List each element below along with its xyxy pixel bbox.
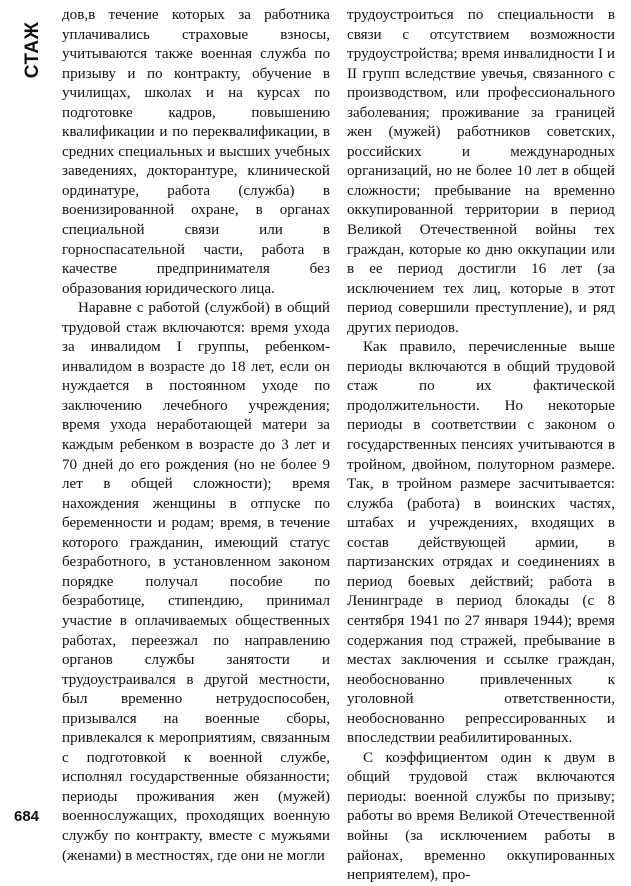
right-paragraph-2: Как правило, перечисленные выше периоды включаются в общий трудовой стаж по их фактической продолжительности. Но некоторые периоды в соответствии с законом о государственных пенсиях учитываются в тройном, двойном, полуторном размере. Так, в тройном размере засчитывается: служба (работа) в воинских частях, штабах и учреждениях, входящих в состав действующей армии, в партизанских отрядах и соединениях в период боевых действий; работа в Ленинграде в период блокады (с 8 сентября 1941 по 27 января 1944); время содержания под стражей, пребывание в местах заключения и ссылке граждан, необоснованно привлеченных к уголовной ответственности, необоснованно репрессированных и впоследствии реабилитированных. (347, 339, 615, 747)
running-head (14, 10, 52, 90)
right-paragraph-3: С коэффициентом один к двум в общий трудовой стаж включаются периоды: военной службы по призыву; работы во время Великой Отечественной войны (за исключением работы в районах, временно оккупированных неприятелем), про- (347, 749, 615, 884)
page-number: 684 (14, 808, 40, 825)
left-paragraph-1: дов,в течение которых за работника уплачивались страховые взносы, учитываются также военная служба по призыву и по контракту, обучение в училищах, школах и на курсах по подготовке кадров, повышению квалификации и по переквалификации, в средних специальных и высших учебных заведениях, докторантуре, клинической ординатуре, работа (служба) в военизированной охране, в органах специальной связи или в горноспасательной части, работа в качестве предпринимателя без образования юридического лица. (62, 7, 330, 297)
running-head-text: СТАЖ (22, 21, 43, 79)
right-column (347, 6, 615, 886)
right-paragraph-1: трудоустроиться по специальности в связи с отсутствием возможности трудоустройства; время инвалидности I и II групп вследствие увечья, связанного с производством, или профессионального заболевания; проживание за границей жен (мужей) работников советских, российских и международных организаций, но не более 10 лет в общей сложности; пребывание на временно оккупированной территории в период Великой Отечественной войны тех граждан, которые ко дню оккупации или в ее период достигли 16 лет (за исключением тех лиц, которые в этот период совершили преступление), и ряд других периодов. (347, 7, 615, 336)
left-column (62, 6, 330, 866)
left-paragraph-2: Наравне с работой (службой) в общий трудовой стаж включаются: время ухода за инвалидом I группы, ребенком-инвалидом в возрасте до 18 лет, если он нуждается в постоянном уходе по заключению лечебного учреждения; время ухода неработающей матери за каждым ребенком в возрасте до 3 лет и 70 дней до его рождения (но не более 9 лет в общей сложности); время нахождения женщины в отпуске по беременности и родам; время, в течение которого гражданин, имеющий статус безработного, в установленном законом порядке получал пособие по безработице, стипендию, принимал участие в оплачиваемых общественных работах, переезжал по направлению органов службы занятости и трудоустраивался в другой местности, был временно нетрудоспособен, призывался на военные сборы, привлекался к мероприятиям, связанным с подготовкой к военной службе, исполнял государственные обязанности; периоды проживания жен (мужей) военнослужащих, проходящих военную службу по контракту, вместе с мужьями (женами) в местностях, где они не могли (62, 300, 330, 864)
